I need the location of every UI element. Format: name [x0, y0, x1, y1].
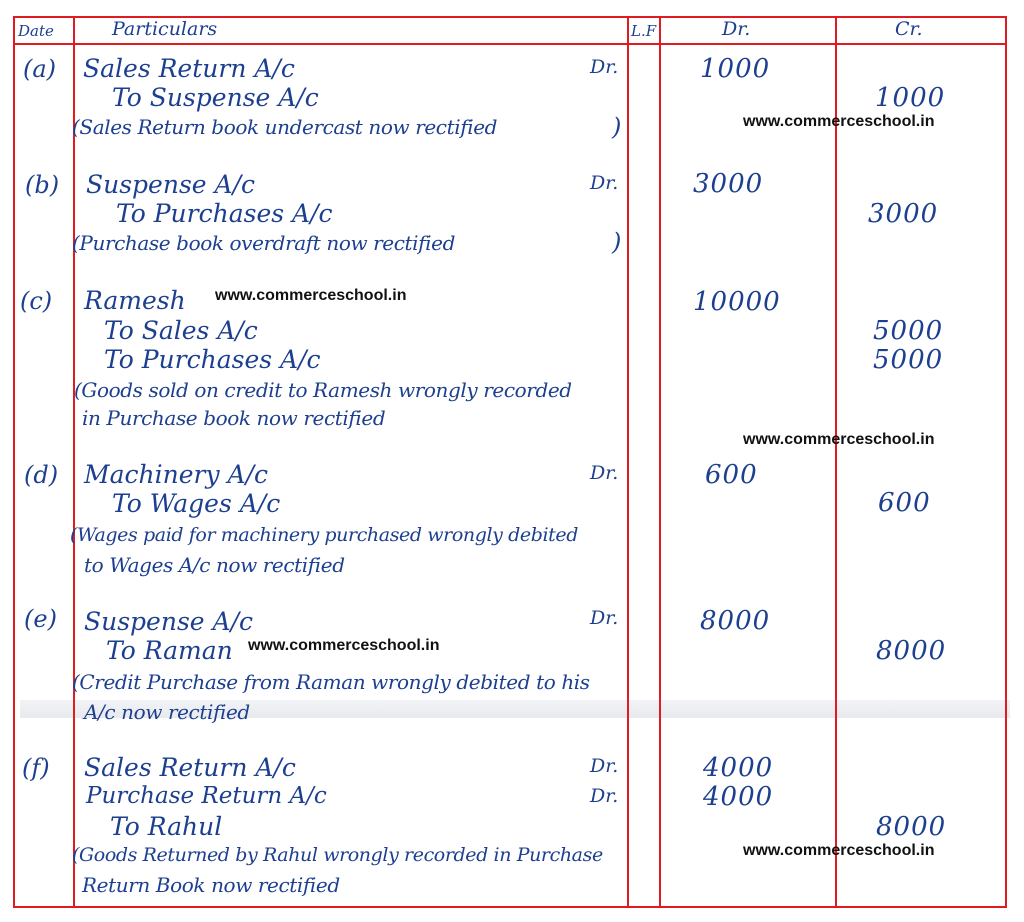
debit-account: Suspense A/c — [84, 607, 254, 636]
dr-amount: 3000 — [693, 169, 764, 199]
cr-amount: 3000 — [868, 199, 939, 229]
dr-marker: Dr. — [590, 755, 619, 777]
dr-marker: Dr. — [590, 462, 619, 484]
dr-amount: 4000 — [703, 753, 774, 783]
narration-line: (Goods Returned by Rahul wrongly recorded in Purchase — [72, 844, 603, 866]
cr-amount: 5000 — [873, 345, 944, 375]
credit-account: To Purchases A/c — [104, 345, 321, 374]
dr-marker: Dr. — [590, 607, 619, 629]
column-divider-particulars — [627, 16, 629, 908]
header-cr: Cr. — [895, 18, 923, 40]
watermark: www.commerceschool.in — [743, 113, 935, 130]
credit-account: To Rahul — [110, 812, 223, 841]
dr-amount: 8000 — [700, 606, 771, 636]
cr-amount: 600 — [878, 488, 931, 518]
cr-amount: 8000 — [876, 812, 947, 842]
dr-marker: Dr. — [590, 172, 619, 194]
narration-close: ) — [612, 228, 621, 256]
header-dr: Dr. — [722, 18, 751, 40]
cr-amount: 5000 — [873, 316, 944, 346]
credit-account: To Raman — [106, 636, 233, 665]
narration-line: (Goods sold on credit to Ramesh wrongly recorded — [74, 378, 572, 402]
credit-account: To Sales A/c — [104, 316, 258, 345]
column-divider-date — [73, 16, 75, 908]
watermark: www.commerceschool.in — [248, 637, 440, 654]
watermark: www.commerceschool.in — [215, 287, 407, 304]
entry-label: (d) — [24, 461, 59, 489]
header-particulars: Particulars — [112, 18, 218, 40]
entry-label: (c) — [20, 287, 53, 315]
credit-account: To Wages A/c — [112, 489, 281, 518]
narration-line: to Wages A/c now rectified — [84, 553, 345, 577]
watermark: www.commerceschool.in — [743, 842, 935, 859]
entry-label: (a) — [23, 55, 57, 83]
dr-amount: 1000 — [700, 54, 771, 84]
column-divider-lf — [659, 16, 661, 908]
narration-line: A/c now rectified — [84, 700, 250, 724]
narration-line: (Sales Return book undercast now rectified — [72, 115, 498, 139]
entry-label: (b) — [25, 171, 60, 199]
narration-line: in Purchase book now rectified — [82, 406, 386, 430]
debit-account: Sales Return A/c — [84, 753, 296, 782]
debit-account: Ramesh — [84, 286, 186, 315]
narration-line: (Purchase book overdraft now rectified — [72, 231, 456, 255]
debit-account: Sales Return A/c — [83, 54, 295, 83]
entry-label: (f) — [22, 754, 50, 782]
column-divider-dr — [835, 16, 837, 908]
cr-amount: 1000 — [875, 83, 946, 113]
header-divider — [13, 43, 1007, 45]
debit-account: Purchase Return A/c — [86, 783, 327, 809]
header-lf: L.F — [631, 22, 657, 40]
credit-account: To Suspense A/c — [112, 83, 319, 112]
credit-account: To Purchases A/c — [116, 199, 333, 228]
debit-account: Suspense A/c — [86, 170, 256, 199]
narration-close: ) — [612, 113, 621, 141]
dr-amount: 10000 — [693, 287, 781, 317]
debit-account: Machinery A/c — [84, 460, 268, 489]
dr-amount: 4000 — [703, 782, 774, 812]
dr-marker: Dr. — [590, 56, 619, 78]
dr-amount: 600 — [705, 460, 758, 490]
dr-marker: Dr. — [590, 785, 619, 807]
cr-amount: 8000 — [876, 636, 947, 666]
narration-line: Return Book now rectified — [82, 873, 340, 897]
header-date: Date — [18, 22, 54, 40]
narration-line: (Credit Purchase from Raman wrongly debited to his — [72, 670, 590, 694]
narration-line: (Wages paid for machinery purchased wrongly debited — [70, 524, 579, 546]
entry-label: (e) — [24, 605, 57, 633]
watermark: www.commerceschool.in — [743, 431, 935, 448]
